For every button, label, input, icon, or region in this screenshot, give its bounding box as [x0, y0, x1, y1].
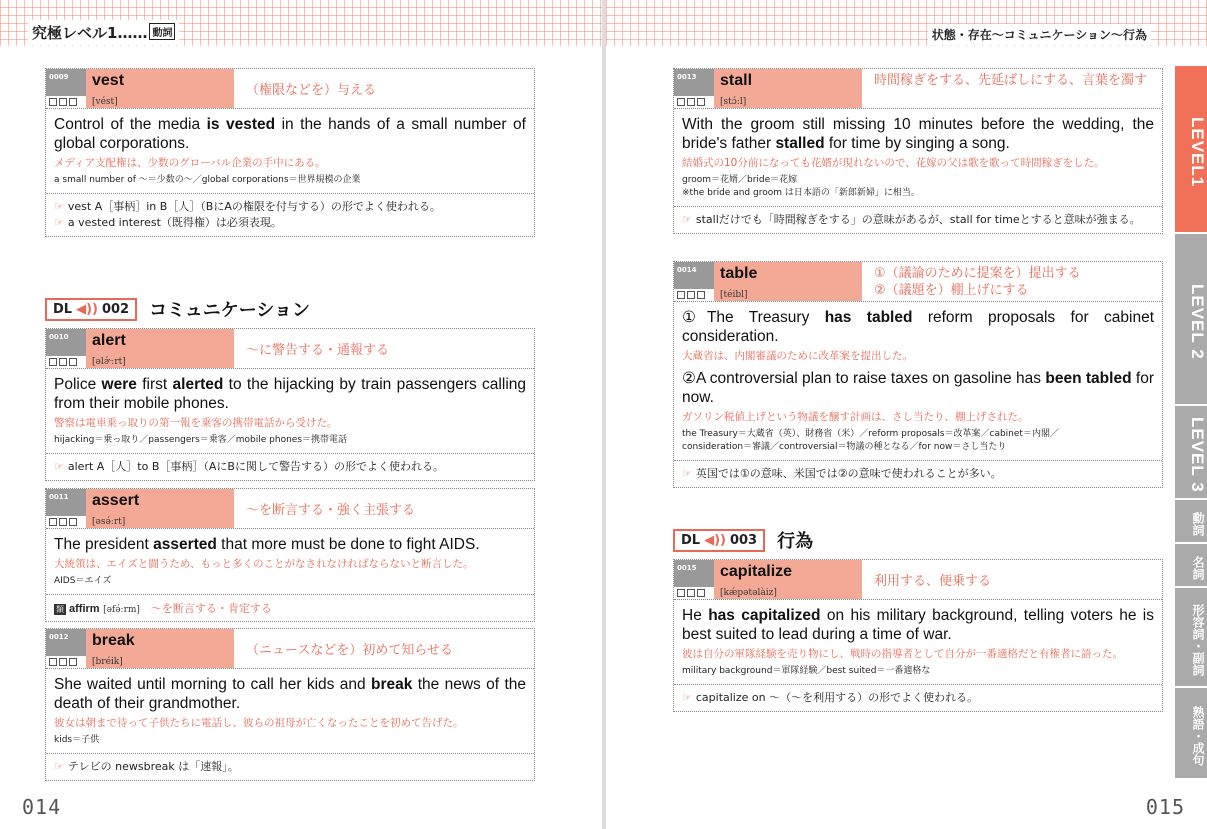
part-of-speech-tag: 動詞: [149, 23, 175, 40]
translation: 警察は電車乗っ取りの第一報を乗客の携帯電話から受けた。: [54, 417, 338, 429]
entry-break: 0012 break [bréik] （ニュースなどを）初めて知らせる She waited until morning to call her kids and break the news of the death of their grandmother. 彼女は朝まで待って子供たちに電話し、彼らの祖母が亡くなったことを初めて告げた。 kids＝子供 ☞ テレビの newsbreak は「速報」。: [45, 628, 535, 781]
vocab-note: kids＝子供: [54, 735, 100, 745]
entry-alert: 0010 alert [əlɚ́ːrt] 〜に警告する・通報する Police were first alerted to the hijacking by train passengers calling from their mobile phones. 警察は電車乗っ取りの第一報を乗客の携帯電話から受けた。 hijacking＝乗っ取り／passengers＝乗客／mobile phones＝携帯電話 ☞ alert A［人］to B［事柄］（AにBに関して警告する）の形でよく使われる。: [45, 328, 535, 481]
pronunciation: [stɔ́ːl]: [720, 97, 747, 107]
page-number-left: 014: [22, 795, 62, 819]
headword-box: [86, 69, 234, 108]
example-sentence-1: ①The Treasury has tabled reform proposals for cabinet consideration.: [682, 309, 1154, 345]
meaning: 時間稼ぎをする、先延ばしにする、言葉を濁す: [874, 73, 1148, 88]
download-audio-badge[interactable]: DL ◀)) 003: [673, 529, 765, 552]
pointing-hand-icon: ☞: [54, 460, 64, 473]
checkboxes[interactable]: [46, 516, 86, 528]
tab-idioms[interactable]: 熟語・成句: [1175, 688, 1207, 780]
speaker-icon: ◀)): [704, 532, 726, 548]
header-right: [606, 0, 1207, 46]
pronunciation: [téibl]: [720, 290, 748, 300]
pronunciation: [əlɚ́ːrt]: [92, 357, 126, 367]
section-title: 行為: [777, 531, 814, 552]
pointing-hand-icon: ☞: [682, 467, 692, 480]
headword: capitalize: [720, 563, 793, 580]
vocab-note: a small number of 〜＝少数の〜／global corporations＝世界規模の企業: [54, 175, 361, 185]
translation: 結婚式の10分前になっても花婿が現れないので、花嫁の父は歌を歌って時間稼ぎをした。: [682, 157, 1105, 169]
pronunciation: [əsə́ːrt]: [92, 517, 126, 527]
entry-number-box: 0009: [46, 69, 86, 108]
meaning: （ニュースなどを）初めて知らせる: [246, 643, 453, 658]
page-spine: [602, 0, 606, 829]
vocab-note: military background＝軍隊経験／best suited＝一番適格な: [682, 666, 931, 676]
tab-level1[interactable]: LEVEL1: [1175, 66, 1207, 234]
translation: 彼女は朝まで待って子供たちに電話し、彼らの祖母が亡くなったことを初めて告げた。: [54, 717, 464, 729]
tab-verbs[interactable]: 動詞: [1175, 500, 1207, 544]
tab-nouns[interactable]: 名詞: [1175, 544, 1207, 588]
example-sentence: He has capitalized on his military background, telling voters he is best suited to lead during a time of war.: [682, 607, 1155, 643]
pointing-hand-icon: ☞: [54, 760, 64, 773]
tab-adjectives-adverbs[interactable]: 形容詞・副詞: [1175, 588, 1207, 688]
usage-tip: ☞ テレビの newsbreak は「速報」。: [46, 753, 534, 780]
translation-1: 大蔵省は、内閣審議のために改革案を提出した。: [682, 350, 913, 362]
chapter-title: 究極レベル1…… 動詞: [28, 20, 179, 45]
usage-tip: ☞ capitalize on 〜（〜を利用する）の形でよく使われる。: [674, 684, 1162, 711]
tab-level2[interactable]: LEVEL 2: [1175, 234, 1207, 406]
vocab-note: hijacking＝乗っ取り／passengers＝乗客／mobile phones＝携帯電話: [54, 435, 348, 445]
translation: 大統領は、エイズと闘うため、もっと多くのことがなされなければならないと断言した。: [54, 558, 474, 570]
meaning: ①（議論のために提案を）提出する ②（議題を）棚上げにする: [874, 266, 1081, 298]
checkboxes[interactable]: [674, 96, 714, 108]
meaning: 利用する、便乗する: [874, 574, 992, 589]
entry-assert: 0011 assert [əsə́ːrt] 〜を断言する・強く主張する The president asserted that more must be done to fight AIDS. 大統領は、エイズと闘うため、もっと多くのことがなされなければならないと断言した。 AIDS＝エイズ 類 affirm [əfə́ːrm] 〜を断言する・肯定する: [45, 488, 535, 622]
meaning: 〜を断言する・強く主張する: [246, 503, 416, 518]
entry-stall: 0013 stall [stɔ́ːl] 時間稼ぎをする、先延ばしにする、言葉を濁す With the groom still missing 10 minutes before the wedding, the bride's father stalled for time by singing a song. 結婚式の10分前になっても花婿が現れないので、花嫁の父は歌を歌って時間稼ぎをした。 groom＝花婿／bride＝花嫁 ※the bride and groom は日本語の「新郎新婦」に相当。 ☞ stallだけでも「時間稼ぎをする」の意味があるが、stall for timeとすると意味が強まる。: [673, 68, 1163, 234]
example-sentence: She waited until morning to call her kids and break the news of the death of their grandmother.: [54, 676, 526, 712]
headword: table: [720, 265, 758, 282]
pointing-hand-icon: ☞: [682, 691, 692, 704]
checkboxes[interactable]: [46, 356, 86, 368]
speaker-icon: ◀)): [76, 301, 98, 317]
usage-tip: ☞ 英国では①の意味、米国では②の意味で使われることが多い。: [674, 460, 1162, 487]
meaning: （権限などを）与える: [246, 83, 377, 98]
headword: stall: [720, 72, 753, 89]
pronunciation: [bréik]: [92, 657, 123, 667]
section-title: コミュニケーション: [149, 300, 311, 321]
checkboxes[interactable]: [46, 656, 86, 668]
usage-tip: ☞ vest A［事柄］in B［人］（BにAの権限を付与する）の形でよく使われる。 ☞ a vested interest（既得権）は必須表現。: [46, 193, 534, 236]
headword: vest: [92, 72, 125, 89]
example-sentence: Control of the media is vested in the hands of a small number of global corporations.: [54, 116, 526, 152]
example-sentence: Police were first alerted to the hijacking by train passengers calling from their mobile phones.: [54, 376, 526, 412]
translation-2: ガソリン税値上げという物議を醸す計画は、さし当たり、棚上げされた。: [682, 411, 1029, 423]
headword: break: [92, 632, 135, 649]
synonym-row: 類 affirm [əfə́ːrm] 〜を断言する・肯定する: [46, 594, 534, 621]
vocab-note: the Treasury＝大蔵省（英）、財務省（米）／reform proposals＝改革案／cabinet＝内閣／ consideration＝審議／controversial＝物議の種となる／for now＝さし当たり: [682, 429, 1059, 452]
entry-table: 0014 table [téibl] ①（議論のために提案を）提出する ②（議題を）棚上げにする ①The Treasury has tabled reform proposals for cabinet consideration. 大蔵省は、内閣審議のために改革案を提出した。 ②A controversial plan to raise taxes on gasoline has been tabled for now. ガソリン税値上げという物議を醸す計画は、さし当たり、棚上げされた。 the Treasury＝大蔵省（英）、財務省（米）／reform proposals＝改革案／cabinet＝内閣／ consideration＝審議／controversial＝物議の種となる／for now＝さし当たり ☞ 英国では①の意味、米国では②の意味で使われることが多い。: [673, 261, 1163, 488]
headword: alert: [92, 332, 126, 349]
vocab-note: groom＝花婿／bride＝花嫁 ※the bride and groom は日本語の「新郎新婦」に相当。: [682, 175, 920, 198]
pointing-hand-icon: ☞: [54, 216, 64, 229]
pronunciation: [kǽpətəlàiz]: [720, 588, 777, 598]
level-tabs: [1175, 66, 1207, 780]
example-sentence: The president asserted that more must be done to fight AIDS.: [54, 536, 480, 553]
page-number-right: 015: [1145, 795, 1185, 819]
pronunciation: [vést]: [92, 97, 118, 107]
pointing-hand-icon: ☞: [54, 200, 64, 213]
section-range-title: 状態・存在〜コミュニケーション〜行為: [928, 24, 1151, 45]
entry-capitalize: 0015 capitalize [kǽpətəlàiz] 利用する、便乗する He has capitalized on his military background, telling voters he is best suited to lead during a time of war. 彼は自分の軍隊経験を売り物にし、戦時の指導者として自分が一番適格だと有権者に語った。 military background＝軍隊経験／best suited＝一番適格な ☞ capitalize on 〜（〜を利用する）の形でよく使われる。: [673, 559, 1163, 712]
checkboxes[interactable]: [46, 96, 86, 108]
translation: メディア支配権は、少数のグローバル企業の手中にある。: [54, 157, 326, 169]
headword: assert: [92, 492, 140, 509]
meaning: 〜に警告する・通報する: [246, 343, 390, 358]
example-sentence-2: ②A controversial plan to raise taxes on gasoline has been tabled for now.: [682, 370, 1154, 406]
example-sentence: With the groom still missing 10 minutes before the wedding, the bride's father stalled for time by singing a song.: [682, 116, 1154, 152]
download-audio-badge[interactable]: DL ◀)) 002: [45, 298, 137, 321]
checkboxes[interactable]: [674, 289, 714, 301]
vocab-note: AIDS＝エイズ: [54, 576, 112, 586]
header-left: [0, 0, 602, 46]
usage-tip: ☞ alert A［人］to B［事柄］（AにBに関して警告する）の形でよく使われる。: [46, 453, 534, 480]
section-communication: [45, 296, 310, 322]
usage-tip: ☞ stallだけでも「時間稼ぎをする」の意味があるが、stall for timeとすると意味が強まる。: [674, 206, 1162, 233]
translation: 彼は自分の軍隊経験を売り物にし、戦時の指導者として自分が一番適格だと有権者に語った。: [682, 648, 1123, 660]
entry-vest: [45, 68, 535, 237]
pointing-hand-icon: ☞: [682, 213, 692, 226]
checkboxes[interactable]: [674, 587, 714, 599]
synonym-icon: 類: [56, 605, 64, 614]
tab-level3[interactable]: LEVEL 3: [1175, 406, 1207, 500]
section-action: [673, 527, 813, 553]
